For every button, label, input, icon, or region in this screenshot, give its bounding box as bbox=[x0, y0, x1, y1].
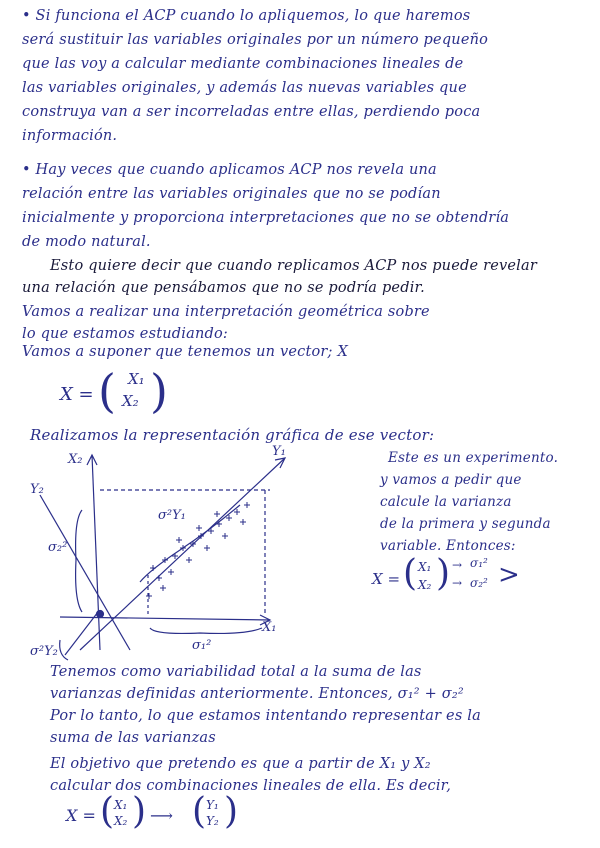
final-arrow: ⟶ bbox=[150, 806, 173, 825]
text-line: de la primera y segunda bbox=[380, 516, 551, 532]
sigma1-label: σ₁² bbox=[192, 638, 212, 653]
text-line: de modo natural. bbox=[22, 234, 151, 250]
text-line: Vamos a suponer que tenemos un vector; X bbox=[22, 344, 348, 360]
y2-axis bbox=[40, 495, 130, 650]
left-paren: ( bbox=[403, 553, 418, 594]
text-line: construya van a ser incorreladas entre ellas, perdiendo poca bbox=[22, 104, 481, 120]
text-line: suma de las varianzas bbox=[50, 730, 216, 746]
text-line: una relación que pensábamos que no se podría pedir. bbox=[22, 280, 425, 296]
vector-x1: X₁ bbox=[128, 370, 145, 388]
text-line: lo que estamos estudiando: bbox=[22, 326, 228, 342]
text-line: Este es un experimento. bbox=[388, 450, 559, 466]
sigma2-label: σ₂² bbox=[48, 540, 68, 555]
x2-axis bbox=[92, 455, 100, 650]
text-line: Vamos a realizar una interpretación geométrica sobre bbox=[22, 304, 430, 320]
sigma-y1-label: σ²Y₁ bbox=[158, 508, 186, 523]
text-line: las variables originales, y además las nuevas variables que bbox=[22, 80, 467, 96]
text-line: Realizamos la representación gráfica de ese vector: bbox=[30, 426, 435, 444]
axis-x1-label: X₁ bbox=[262, 620, 277, 635]
right-paren: ) bbox=[132, 791, 147, 832]
text-line: Esto quiere decir que cuando replicamos ACP nos puede revelar bbox=[50, 258, 537, 274]
side-x2: X₂ bbox=[418, 578, 432, 592]
text-line: inicialmente y proporciona interpretaciones que no se obtendría bbox=[22, 210, 510, 226]
text-line: variable. Entonces: bbox=[380, 538, 516, 554]
axis-x2-label: X₂ bbox=[68, 452, 83, 467]
side-arrow-1: → bbox=[452, 558, 463, 572]
text-line: • Si funciona el ACP cuando lo apliquemos, lo que haremos bbox=[22, 8, 471, 24]
final-lhs: X = bbox=[66, 806, 96, 825]
sigma-y2-label: σ²Y₂ bbox=[30, 644, 58, 659]
text-line: • Hay veces que cuando aplicamos ACP nos revela una bbox=[22, 162, 437, 178]
text-line: Por lo tanto, lo que estamos intentando representar es la bbox=[50, 708, 481, 724]
text-line: calcular dos combinaciones lineales de ella. Es decir, bbox=[50, 778, 452, 794]
axis-y2-label: Y₂ bbox=[30, 482, 44, 497]
axis-y1-label: Y₁ bbox=[272, 444, 286, 459]
origin-point bbox=[97, 611, 104, 618]
final-y2: Y₂ bbox=[206, 814, 219, 828]
text-line: El objetivo que pretendo es que a partir de X₁ y X₂ bbox=[50, 756, 431, 772]
final-x2: X₂ bbox=[114, 814, 128, 828]
sigma1-bracket bbox=[150, 628, 262, 633]
text-line: Tenemos como variabilidad total a la suma de las bbox=[50, 664, 422, 680]
side-sigma2: σ₂² bbox=[470, 576, 488, 590]
final-x1: X₁ bbox=[114, 798, 128, 812]
left-paren: ( bbox=[98, 364, 116, 418]
vector-x2: X₂ bbox=[122, 392, 139, 410]
side-lhs: X = bbox=[372, 570, 401, 588]
text-line: relación entre las variables originales que no se podían bbox=[22, 186, 441, 202]
side-sigma1: σ₁² bbox=[470, 556, 488, 570]
right-paren: ) bbox=[436, 553, 451, 594]
text-line: varianzas definidas anteriormente. Entonces, σ₁² + σ₂² bbox=[50, 686, 464, 702]
right-paren: ) bbox=[224, 791, 239, 832]
final-y1: Y₁ bbox=[206, 798, 219, 812]
y1-axis bbox=[80, 458, 285, 650]
text-line: será sustituir las variables originales por un número pequeño bbox=[22, 32, 489, 48]
sigma-y2-bracket bbox=[60, 640, 68, 660]
left-paren: ( bbox=[192, 791, 207, 832]
text-line: que las voy a calcular mediante combinaciones lineales de bbox=[22, 56, 464, 72]
text-line: calcule la varianza bbox=[380, 494, 512, 510]
right-angle: > bbox=[498, 560, 520, 590]
text-line: y vamos a pedir que bbox=[380, 472, 522, 488]
vector-lhs: X = bbox=[60, 384, 94, 405]
text-line: información. bbox=[22, 128, 118, 144]
right-paren: ) bbox=[150, 364, 168, 418]
side-x1: X₁ bbox=[418, 560, 432, 574]
left-paren: ( bbox=[100, 791, 115, 832]
side-arrow-2: → bbox=[452, 576, 463, 590]
